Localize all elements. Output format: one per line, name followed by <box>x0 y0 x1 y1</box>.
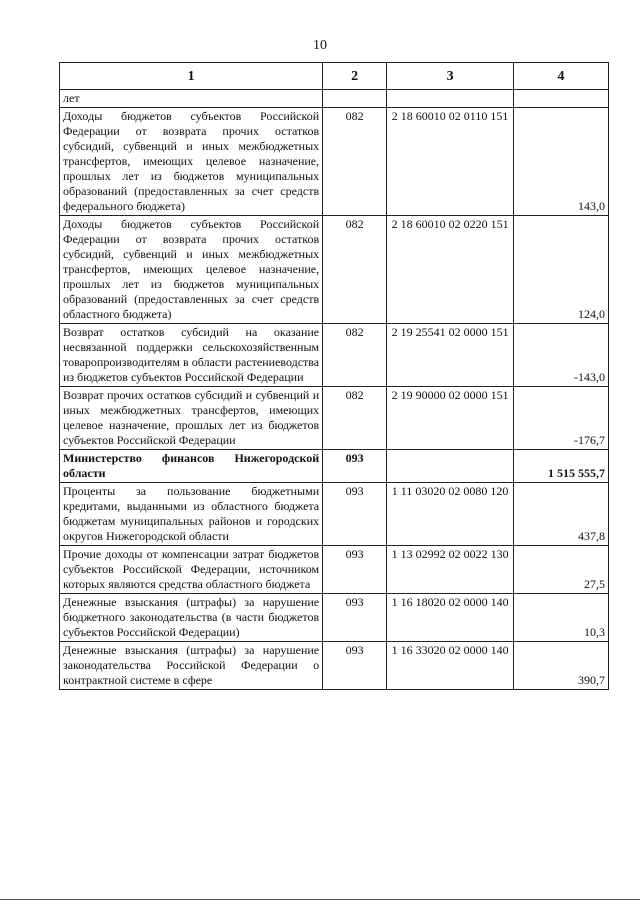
table-row <box>60 216 609 324</box>
row-amount: -143,0 <box>514 324 609 387</box>
row-name: Прочие доходы от компенсации затрат бюджетов субъектов Российской Федерации, источником которых являются средства областного бюджета <box>60 546 323 594</box>
row-admin-code: 093 <box>323 642 387 690</box>
page-number: 10 <box>313 38 327 53</box>
row-amount <box>514 90 609 108</box>
row-admin-code: 082 <box>323 216 387 324</box>
row-admin-code <box>323 90 387 108</box>
row-name: лет <box>60 90 323 108</box>
row-amount: 124,0 <box>514 216 609 324</box>
row-name: Возврат остатков субсидий на оказание несвязанной поддержки сельскохозяйственным товаропроизводителям в области растениеводства из бюджетов субъектов Российской Федерации <box>60 324 323 387</box>
row-classification-code: 2 19 25541 02 0000 151 <box>387 324 514 387</box>
row-name: Доходы бюджетов субъектов Российской Федерации от возврата прочих остатков субсидий, субвенций и иных межбюджетных трансфертов, имеющих целевое назначение, прошлых лет из бюджетов муниципальных образований (предоставленных за счет средств федерального бюджета) <box>60 108 323 216</box>
row-classification-code: 1 16 18020 02 0000 140 <box>387 594 514 642</box>
column-header-name: 1 <box>60 63 323 90</box>
row-admin-code: 082 <box>323 324 387 387</box>
row-amount: 1 515 555,7 <box>514 450 609 483</box>
table-row <box>60 387 609 450</box>
row-amount: 390,7 <box>514 642 609 690</box>
table-row <box>60 108 609 216</box>
row-name: Министерство финансов Нижегородской области <box>60 450 323 483</box>
scan-edge-line <box>0 899 640 900</box>
table-row <box>60 642 609 690</box>
row-name: Возврат прочих остатков субсидий и субвенций и иных межбюджетных трансфертов, имеющих целевое назначение, прошлых лет из бюджетов субъектов Российской Федерации <box>60 387 323 450</box>
table-row <box>60 546 609 594</box>
row-amount: 437,8 <box>514 483 609 546</box>
row-admin-code: 093 <box>323 483 387 546</box>
row-classification-code: 1 16 33020 02 0000 140 <box>387 642 514 690</box>
table-row-ministry-heading <box>60 450 609 483</box>
table-header-row <box>60 63 609 90</box>
row-classification-code <box>387 450 514 483</box>
row-amount: -176,7 <box>514 387 609 450</box>
row-name: Денежные взыскания (штрафы) за нарушение законодательства Российской Федерации о контрактной системе в сфере <box>60 642 323 690</box>
row-classification-code: 2 19 90000 02 0000 151 <box>387 387 514 450</box>
table-row <box>60 90 609 108</box>
table-row <box>60 324 609 387</box>
row-amount: 143,0 <box>514 108 609 216</box>
row-name: Проценты за пользование бюджетными кредитами, выданными из областного бюджета бюджетам муниципальных районов и городских округов Нижегородской области <box>60 483 323 546</box>
row-classification-code <box>387 90 514 108</box>
table-row <box>60 483 609 546</box>
column-header-admin-code: 2 <box>323 63 387 90</box>
row-admin-code: 093 <box>323 594 387 642</box>
table-row <box>60 594 609 642</box>
row-name: Доходы бюджетов субъектов Российской Федерации от возврата прочих остатков субсидий, субвенций и иных межбюджетных трансфертов, имеющих целевое назначение, прошлых лет из бюджетов муниципальных образований (предоставленных за счет средств областного бюджета) <box>60 216 323 324</box>
row-classification-code: 1 11 03020 02 0080 120 <box>387 483 514 546</box>
row-admin-code: 082 <box>323 387 387 450</box>
column-header-classification-code: 3 <box>387 63 514 90</box>
row-name: Денежные взыскания (штрафы) за нарушение бюджетного законодательства (в части бюджетов субъектов Российской Федерации) <box>60 594 323 642</box>
budget-revenue-table <box>59 62 609 690</box>
row-classification-code: 1 13 02992 02 0022 130 <box>387 546 514 594</box>
row-admin-code: 082 <box>323 108 387 216</box>
row-classification-code: 2 18 60010 02 0220 151 <box>387 216 514 324</box>
row-admin-code: 093 <box>323 546 387 594</box>
row-admin-code: 093 <box>323 450 387 483</box>
column-header-amount: 4 <box>514 63 609 90</box>
row-amount: 27,5 <box>514 546 609 594</box>
row-classification-code: 2 18 60010 02 0110 151 <box>387 108 514 216</box>
row-amount: 10,3 <box>514 594 609 642</box>
